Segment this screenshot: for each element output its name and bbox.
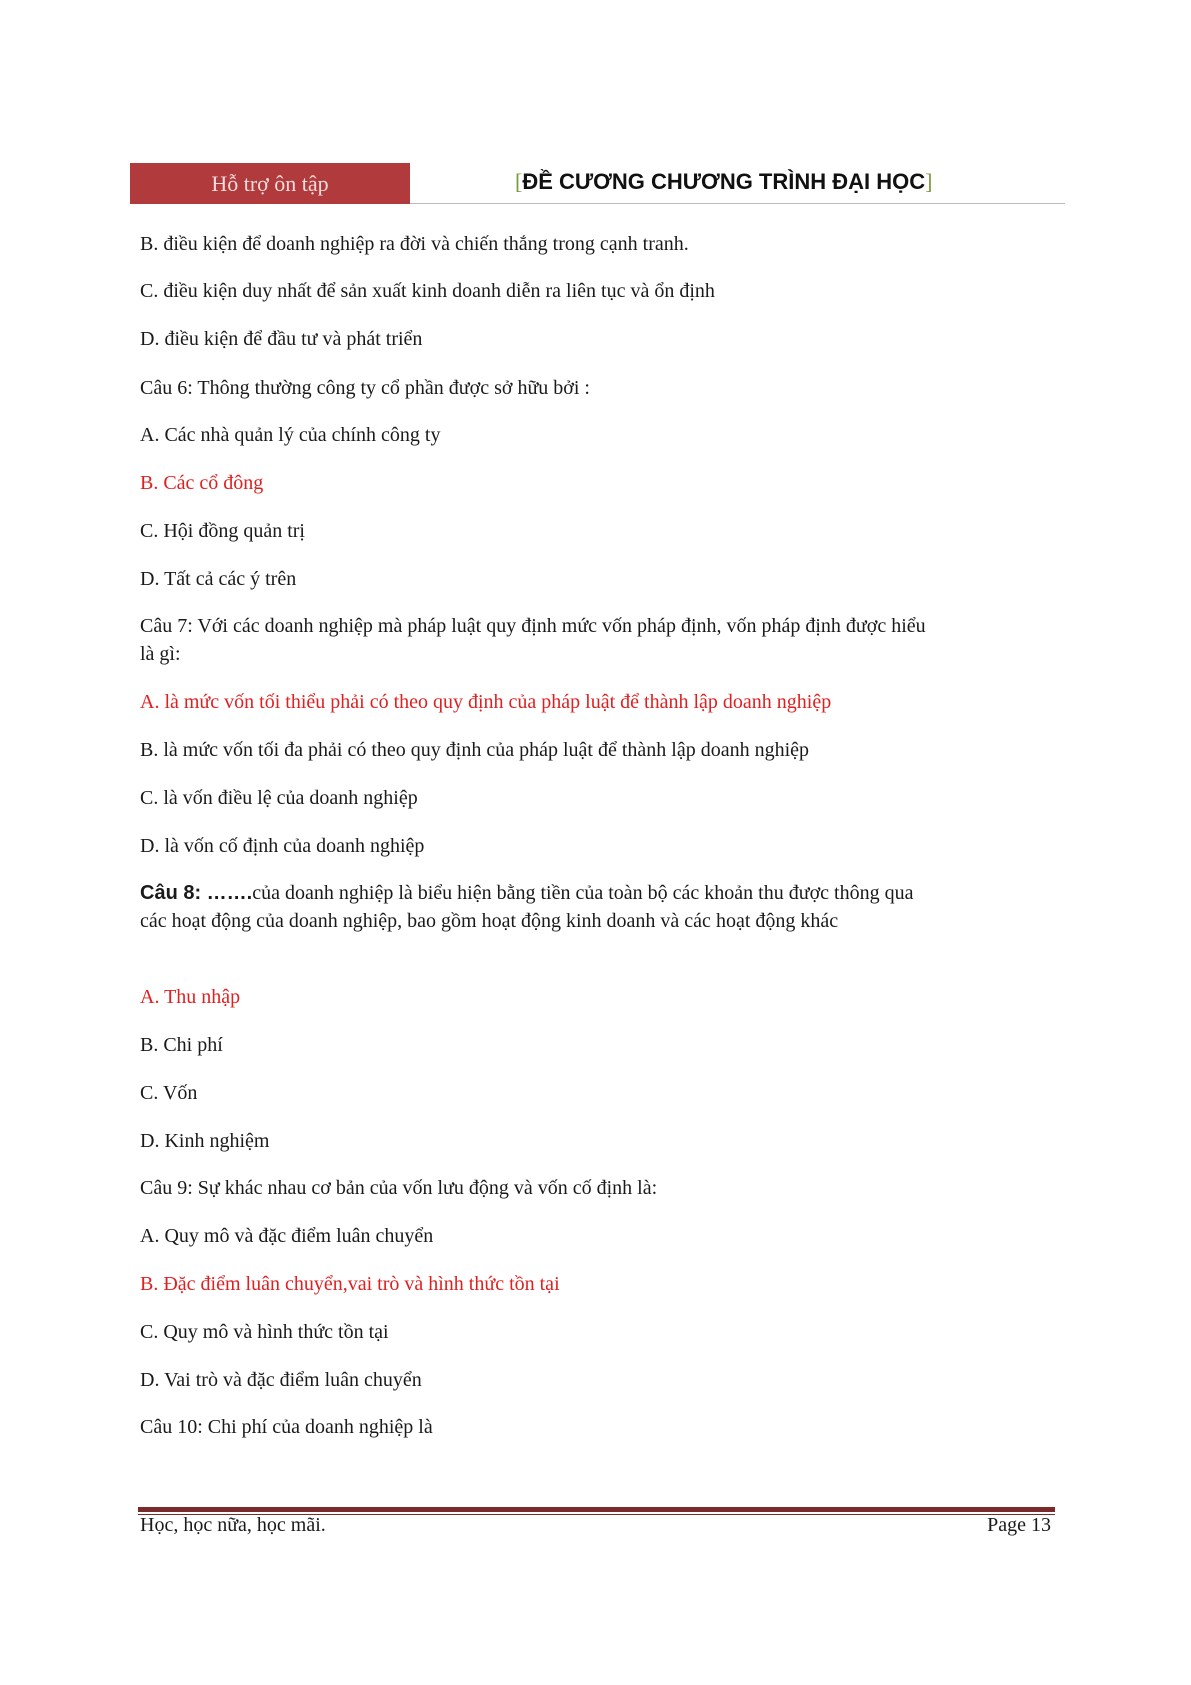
q9-option-c: C. Quy mô và hình thức tồn tại <box>140 1321 389 1343</box>
q5-option-c: C. điều kiện duy nhất để sản xuất kinh doanh diễn ra liên tục và ổn định <box>140 280 715 302</box>
question-7: Câu 7: Với các doanh nghiệp mà pháp luật quy định mức vốn pháp định, vốn pháp định được hiểu là gì: <box>140 615 926 665</box>
q6-option-c: C. Hội đồng quản trị <box>140 520 305 542</box>
header-bracket-close: ] <box>925 169 933 194</box>
q5-option-d: D. điều kiện để đầu tư và phát triển <box>140 328 423 350</box>
question-6: Câu 6: Thông thường công ty cổ phần được sở hữu bởi : <box>140 377 590 399</box>
q7-option-a-correct: A. là mức vốn tối thiểu phải có theo quy định của pháp luật để thành lập doanh nghiệp <box>140 691 832 713</box>
question-10: Câu 10: Chi phí của doanh nghiệp là <box>140 1416 433 1438</box>
page-number: Page 13 <box>987 1514 1051 1536</box>
q6-option-b-correct: B. Các cổ đông <box>140 472 264 494</box>
q8-option-b: B. Chi phí <box>140 1034 223 1056</box>
header-title-text: ĐỀ CƯƠNG CHƯƠNG TRÌNH ĐẠI HỌC <box>522 169 926 194</box>
q8-option-a-correct: A. Thu nhập <box>140 986 241 1008</box>
q7-option-c: C. là vốn điều lệ của doanh nghiệp <box>140 787 418 809</box>
question-8-text: của doanh nghiệp là biểu hiện bằng tiền của toàn bộ các khoản thu được thông qua các hoạt động của doanh nghiệp, bao gồm hoạt động kinh doanh và các hoạt động khác <box>140 882 914 932</box>
document-header-title <box>515 164 932 200</box>
q7-option-d: D. là vốn cố định của doanh nghiệp <box>140 835 425 857</box>
q8-option-d: D. Kinh nghiệm <box>140 1130 270 1152</box>
q9-option-d: D. Vai trò và đặc điểm luân chuyển <box>140 1369 422 1391</box>
question-8-label: Câu 8: ……. <box>140 882 253 904</box>
question-8 <box>140 879 940 935</box>
header-tag: Hỗ trợ ôn tập <box>130 163 410 204</box>
q6-option-a: A. Các nhà quản lý của chính công ty <box>140 424 441 446</box>
q5-option-b: B. điều kiện để doanh nghiệp ra đời và chiến thắng trong cạnh tranh. <box>140 233 689 255</box>
footer-motto: Học, học nữa, học mãi. <box>140 1514 326 1536</box>
q8-option-c: C. Vốn <box>140 1082 198 1104</box>
q7-option-b: B. là mức vốn tối đa phải có theo quy định của pháp luật để thành lập doanh nghiệp <box>140 739 810 761</box>
header-divider <box>410 203 1065 204</box>
header-bracket-open: [ <box>515 169 523 194</box>
q9-option-b-correct: B. Đặc điểm luân chuyển,vai trò và hình thức tồn tại <box>140 1273 560 1295</box>
q6-option-d: D. Tất cả các ý trên <box>140 568 297 590</box>
q9-option-a: A. Quy mô và đặc điểm luân chuyển <box>140 1225 434 1247</box>
question-9: Câu 9: Sự khác nhau cơ bản của vốn lưu động và vốn cố định là: <box>140 1177 658 1199</box>
